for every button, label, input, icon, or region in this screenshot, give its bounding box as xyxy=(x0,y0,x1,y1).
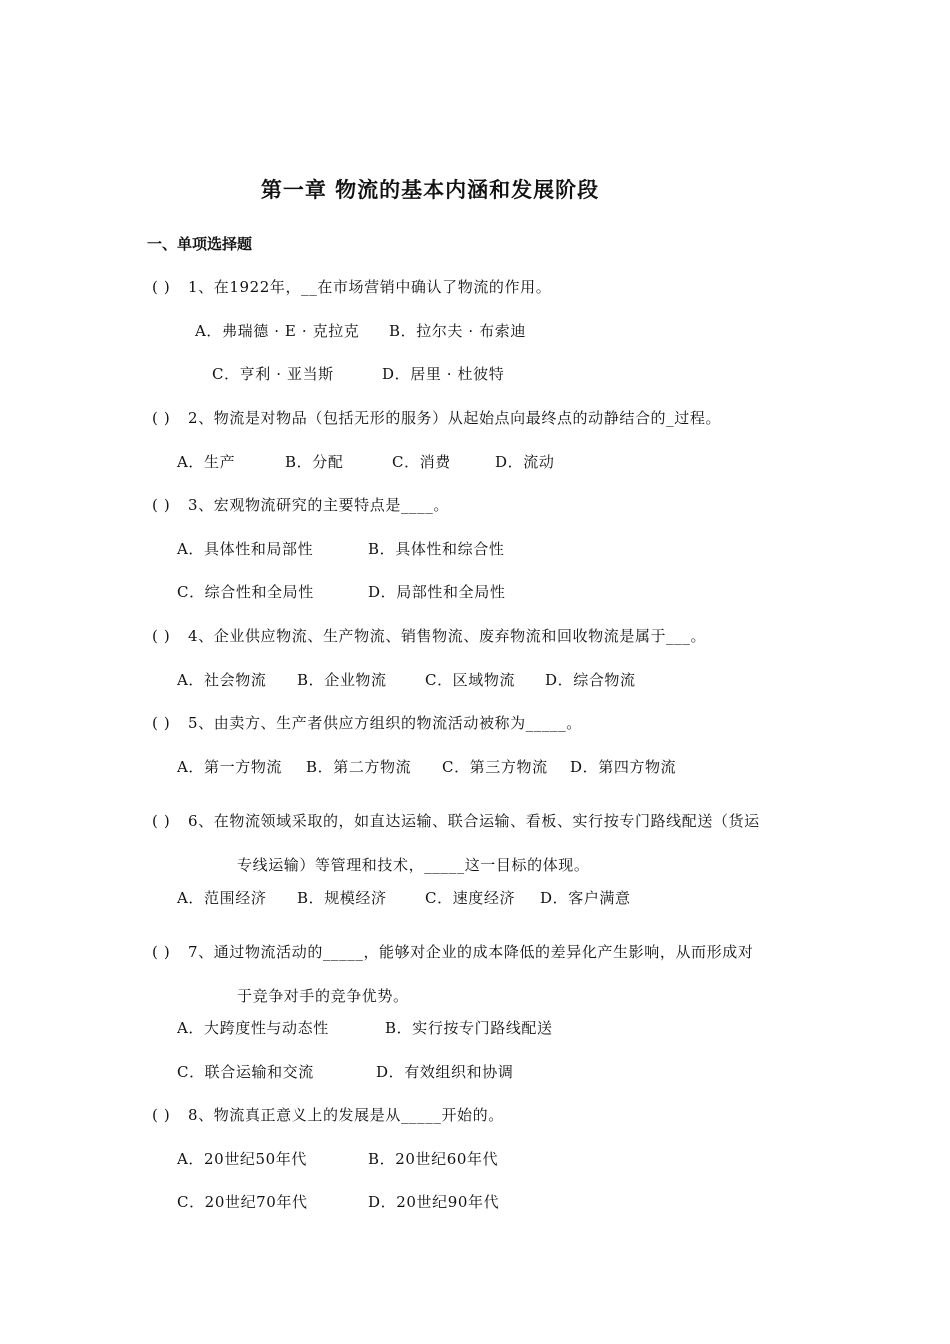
answer-blank[interactable]: ( ) xyxy=(152,1106,171,1124)
question-text: 4、企业供应物流、生产物流、销售物流、废弃物流和回收物流是属于___。 xyxy=(188,627,707,645)
options-row xyxy=(177,1017,553,1038)
question-3 xyxy=(152,494,449,515)
options-row xyxy=(177,1191,499,1212)
answer-blank[interactable]: ( ) xyxy=(152,714,171,732)
section-heading: 一、单项选择题 xyxy=(147,235,253,253)
option-d[interactable]: D．流动 xyxy=(495,453,555,471)
option-d[interactable]: D．客户满意 xyxy=(540,889,631,907)
option-c[interactable]: C．第三方物流 xyxy=(442,758,548,776)
answer-blank[interactable]: ( ) xyxy=(152,278,171,296)
options-row xyxy=(177,887,631,908)
question-text: 6、在物流领域采取的，如直达运输、联合运输、看板、实行按专门路线配送（货运 xyxy=(188,812,760,830)
options-row xyxy=(177,451,554,472)
option-c[interactable]: C．消费 xyxy=(392,453,451,471)
option-b[interactable]: B．拉尔夫 · 布索迪 xyxy=(389,322,526,340)
options-row xyxy=(177,538,504,559)
question-4 xyxy=(152,625,706,646)
option-c[interactable]: C．综合性和全局性 xyxy=(177,583,314,601)
answer-blank[interactable]: ( ) xyxy=(152,627,171,645)
options-row xyxy=(177,669,636,690)
option-b[interactable]: B．分配 xyxy=(285,453,344,471)
option-d[interactable]: D．20世纪90年代 xyxy=(368,1193,500,1211)
options-row xyxy=(177,1148,498,1169)
option-a[interactable]: A．社会物流 xyxy=(177,671,267,689)
question-2 xyxy=(152,407,721,428)
option-a[interactable]: A．范围经济 xyxy=(177,889,267,907)
option-c[interactable]: C．20世纪70年代 xyxy=(177,1193,308,1211)
question-text-continued: 于竞争对手的竞争优势。 xyxy=(237,987,409,1005)
options-row xyxy=(212,363,504,384)
question-5 xyxy=(152,712,582,733)
option-a[interactable]: A．弗瑞德 · E · 克拉克 xyxy=(195,322,360,340)
question-8 xyxy=(152,1104,504,1125)
option-d[interactable]: D．有效组织和协调 xyxy=(376,1063,514,1081)
option-d[interactable]: D．局部性和全局性 xyxy=(368,583,506,601)
question-text: 1、在1922年，__在市场营销中确认了物流的作用。 xyxy=(188,278,552,296)
question-text: 7、通过物流活动的_____，能够对企业的成本降低的差异化产生影响，从而形成对 xyxy=(188,943,754,961)
question-text: 5、由卖方、生产者供应方组织的物流活动被称为_____。 xyxy=(188,714,582,732)
option-a[interactable]: A．第一方物流 xyxy=(177,758,283,776)
option-c[interactable]: C．联合运输和交流 xyxy=(177,1063,314,1081)
option-a[interactable]: A．大跨度性与动态性 xyxy=(177,1019,329,1037)
option-a[interactable]: A．生产 xyxy=(177,453,236,471)
option-a[interactable]: A．具体性和局部性 xyxy=(177,540,314,558)
option-c[interactable]: C．亨利 · 亚当斯 xyxy=(212,365,334,383)
question-text: 2、物流是对物品（包括无形的服务）从起始点向最终点的动静结合的_过程。 xyxy=(188,409,722,427)
option-b[interactable]: B．第二方物流 xyxy=(306,758,412,776)
options-row xyxy=(177,756,676,777)
option-a[interactable]: A．20世纪50年代 xyxy=(177,1150,308,1168)
option-c[interactable]: C．速度经济 xyxy=(425,889,516,907)
question-1 xyxy=(152,276,551,297)
option-d[interactable]: D．第四方物流 xyxy=(570,758,677,776)
question-7 xyxy=(152,930,753,1018)
answer-blank[interactable]: ( ) xyxy=(152,943,171,961)
option-b[interactable]: B．规模经济 xyxy=(297,889,387,907)
answer-blank[interactable]: ( ) xyxy=(152,496,171,514)
options-row xyxy=(177,1061,513,1082)
option-b[interactable]: B．具体性和综合性 xyxy=(368,540,505,558)
question-text-continued: 专线运输）等管理和技术，_____这一目标的体现。 xyxy=(237,856,590,874)
options-row xyxy=(177,581,505,602)
option-c[interactable]: C．区域物流 xyxy=(425,671,516,689)
option-b[interactable]: B．20世纪60年代 xyxy=(368,1150,499,1168)
option-b[interactable]: B．实行按专门路线配送 xyxy=(385,1019,553,1037)
question-text: 8、物流真正意义上的发展是从_____开始的。 xyxy=(188,1106,504,1124)
question-6 xyxy=(152,799,760,887)
option-b[interactable]: B．企业物流 xyxy=(297,671,387,689)
option-d[interactable]: D．居里 · 杜彼特 xyxy=(382,365,505,383)
answer-blank[interactable]: ( ) xyxy=(152,409,171,427)
question-text: 3、宏观物流研究的主要特点是____。 xyxy=(188,496,449,514)
option-d[interactable]: D．综合物流 xyxy=(545,671,636,689)
chapter-title: 第一章 物流的基本内涵和发展阶段 xyxy=(260,177,600,202)
options-row xyxy=(195,320,526,341)
answer-blank[interactable]: ( ) xyxy=(152,812,171,830)
